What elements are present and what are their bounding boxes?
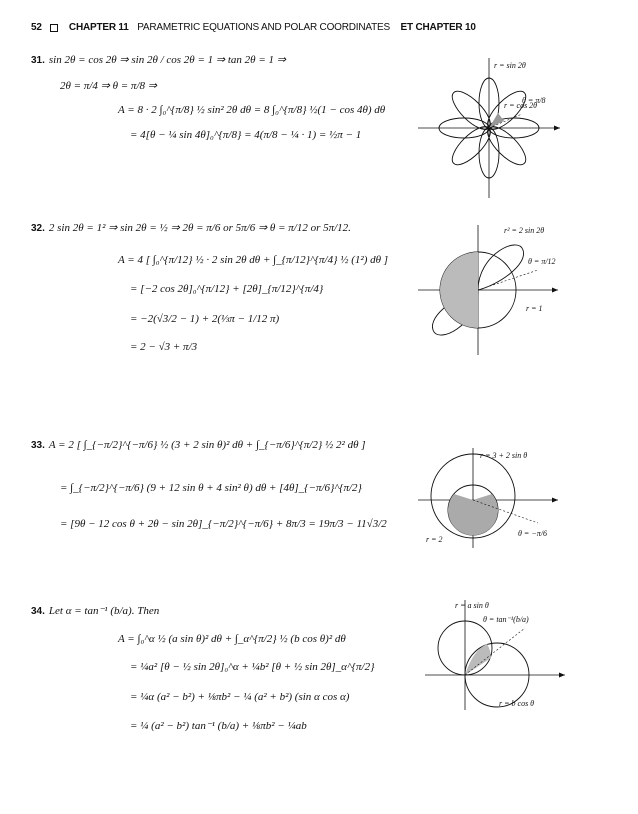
angle-label: θ = π/8	[522, 96, 546, 105]
lemniscate-loop-1	[478, 245, 524, 290]
problem-34-line-4: = ¼α (a² − b²) + ⅛πb² − ¼ (a² + b²) (sin α cos α)	[130, 691, 350, 703]
problem-34-line-5: = ¼ (a² − b²) tan⁻¹ (b/a) + ⅛πb² − ¼ab	[130, 720, 307, 732]
shaded-region-2	[440, 290, 478, 328]
figure-34-circles	[425, 600, 565, 710]
problem-31-line-1: 31. sin 2θ = cos 2θ ⇒ sin 2θ / cos 2θ = 1 ⇒ tan 2θ = 1 ⇒	[31, 54, 286, 66]
curve-label-2: r = 1	[526, 304, 543, 313]
problem-number: 34.	[31, 606, 45, 617]
curve-label-1: r = sin 2θ	[494, 61, 526, 70]
problem-31-line-2: 2θ = π/4 ⇒ θ = π/8 ⇒	[60, 80, 157, 92]
curve-label-2: r = 2	[426, 535, 443, 544]
angle-label: θ = −π/6	[518, 529, 547, 538]
problem-number: 33.	[31, 440, 45, 451]
problem-number: 32.	[31, 223, 45, 234]
curve-label-1: r = 3 + 2 sin θ	[480, 451, 528, 460]
shaded-region	[489, 113, 504, 128]
problem-31-line-3: A = 8 · 2 ∫₀^{π/8} ½ sin² 2θ dθ = 8 ∫₀^{π/8} ½(1 − cos 4θ) dθ	[118, 104, 386, 116]
page-number: 52	[31, 22, 42, 33]
shaded-region-1	[440, 252, 478, 290]
chapter-title: PARAMETRIC EQUATIONS AND POLAR COORDINATES	[137, 22, 390, 33]
problem-34-line-3: = ¼a² [θ − ½ sin 2θ]₀^α + ¼b² [θ + ½ sin 2θ]_α^{π/2}	[130, 661, 375, 673]
curve-label-1: r = a sin θ	[455, 601, 489, 610]
header-square-icon	[50, 24, 58, 32]
arrow-icon	[554, 126, 560, 131]
curve-label-1: r² = 2 sin 2θ	[504, 226, 545, 235]
problem-32-line-5: = 2 − √3 + π/3	[130, 341, 198, 353]
problem-number: 31.	[31, 55, 45, 66]
angle-ray	[478, 270, 538, 290]
figure-33-limacon	[418, 448, 558, 548]
problem-32-line-1: 32. 2 sin 2θ = 1² ⇒ sin 2θ = ½ ⇒ 2θ = π/6 or 5π/6 ⇒ θ = π/12 or 5π/12.	[31, 222, 351, 234]
curve-label-2: r = b cos θ	[499, 699, 535, 708]
angle-label: θ = tan⁻¹(b/a)	[483, 615, 529, 624]
arrow-icon	[559, 673, 565, 678]
problem-34-line-2: A = ∫₀^α ½ (a sin θ)² dθ + ∫_α^{π/2} ½ (b cos θ)² dθ	[118, 633, 346, 645]
curve-label-2: r = cos 2θ	[504, 101, 538, 110]
problem-33-line-1: 33. A = 2 [ ∫_{−π/2}^{−π/6} ½ (3 + 2 sin θ)² dθ + ∫_{−π/6}^{π/2} ½ 2² dθ ]	[31, 439, 366, 451]
arrow-icon	[552, 288, 558, 293]
chapter-label: CHAPTER 11	[68, 22, 129, 33]
arrow-icon	[552, 498, 558, 503]
problem-32-line-4: = −2(√3/2 − 1) + 2(⅓π − 1/12 π)	[130, 313, 280, 325]
page-header	[31, 22, 611, 38]
problem-31-line-4: = 4[θ − ¼ sin 4θ]₀^{π/8} = 4(π/8 − ¼ · 1) = ½π − 1	[130, 129, 362, 141]
problem-33-line-2: = ∫_{−π/2}^{−π/6} (9 + 12 sin θ + 4 sin² θ) dθ + [4θ]_{−π/6}^{π/2}	[60, 482, 362, 494]
problem-32-line-2: A = 4 [ ∫₀^{π/12} ½ · 2 sin 2θ dθ + ∫_{π/12}^{π/4} ½ (1²) dθ ]	[118, 254, 389, 266]
figure-32-lemniscate	[418, 225, 558, 355]
problem-34-line-1: 34. Let α = tan⁻¹ (b/a). Then	[31, 605, 160, 617]
problem-32-line-3: = [−2 cos 2θ]₀^{π/12} + [2θ]_{π/12}^{π/4}	[130, 283, 324, 295]
angle-label: θ = π/12	[528, 257, 556, 266]
problem-33-line-3: = [9θ − 12 cos θ + 2θ − sin 2θ]_{−π/2}^{−π/6} + 8π/3 = 19π/3 − 11√3/2	[60, 518, 387, 530]
figure-31-rose-curves	[418, 58, 560, 198]
et-chapter-label: ET CHAPTER 10	[400, 22, 476, 33]
